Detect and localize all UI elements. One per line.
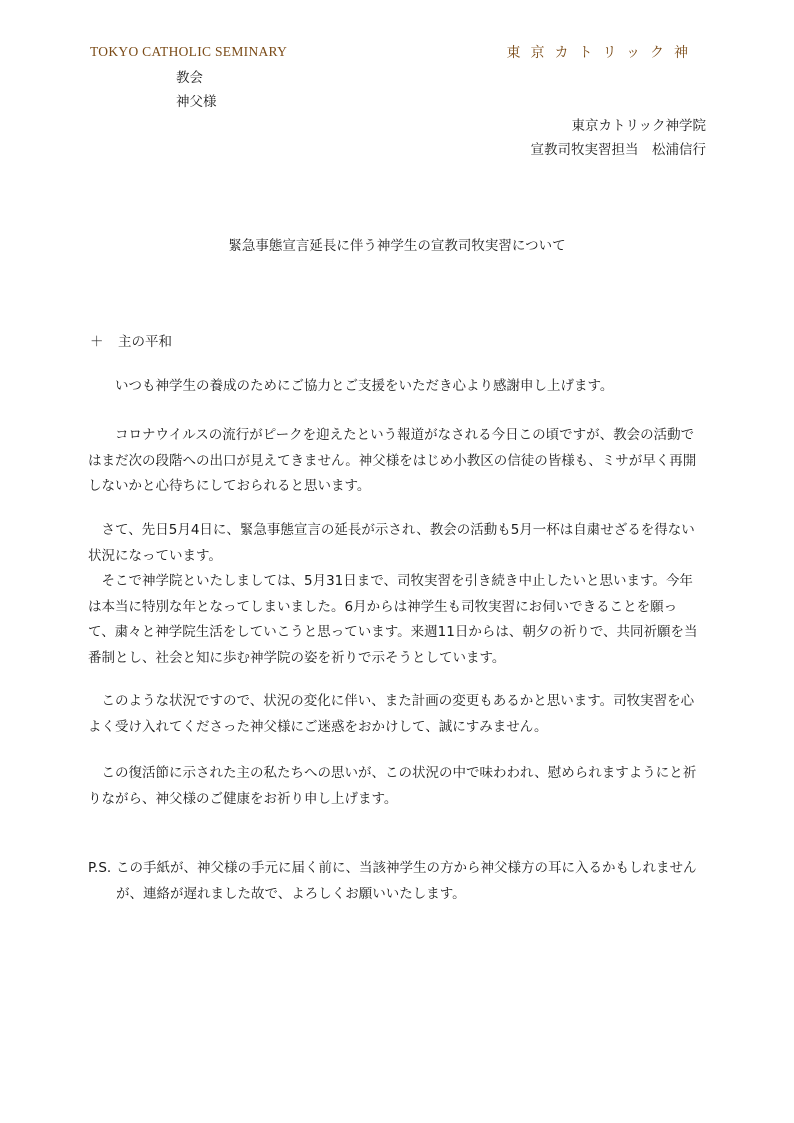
addressee-priest: 神父様 <box>176 94 217 110</box>
ps-label: P.S. <box>88 860 112 876</box>
subject-line: 緊急事態宣言延長に伴う神学生の宣教司牧実習について <box>228 238 566 254</box>
cross-icon: ＋ <box>90 334 104 350</box>
greeting <box>90 330 172 350</box>
postscript <box>88 856 708 907</box>
paragraph-suspension: そこで神学院といたしましては、5月31日まで、司牧実習を引き続き中止したいと思います。今年は本当に特別な年となってしまいました。6月からは神学生も司牧実習にお伺いできることを願って、粛々と神学院生活をしていこうと思っています。来週11日からは、朝夕の祈りで、共同祈願を当番制とし、社会と知に歩む神学院の姿を祈りで示そうとしています。 <box>88 573 698 666</box>
paragraph-thanks: いつも神学生の養成のためにご協力とご支援をいただき心より感謝申し上げます。 <box>88 378 614 394</box>
letterhead-left: TOKYO CATHOLIC SEMINARY <box>90 44 288 59</box>
paragraph-corona: コロナウイルスの流行がピークを迎えたという報道がなされる今日この頃ですが、教会の活動ではまだ次の段階への出口が見えてきません。神父様をはじめ小教区の信徒の皆様も、ミサが早く再開しないかと心待ちにしておられると思います。 <box>88 427 697 494</box>
addressee-church: 教会 <box>176 70 203 86</box>
letterhead-right: 東京カトリック神 <box>506 45 698 61</box>
ps-text: この手紙が、神父様の手元に届く前に、当該神学生の方から神父様方の耳に入るかもしれませんが、連絡が遅れました故で、よろしくお願いいたします。 <box>116 860 697 902</box>
paragraph-apology: このような状況ですので、状況の変化に伴い、また計画の変更もあるかと思います。司牧実習を心よく受け入れてくださった神父様にご迷惑をおかけして、誠にすみません。 <box>88 693 695 735</box>
sender-person: 宣教司牧実習担当 松浦信行 <box>530 142 706 158</box>
greeting-text: 主の平和 <box>118 334 172 350</box>
sender-org: 東京カトリック神学院 <box>571 118 706 134</box>
paragraph-emergency: さて、先日5月4日に、緊急事態宣言の延長が示され、教会の活動も5月一杯は自粛せざるを得ない状況になっています。 <box>88 522 695 564</box>
paragraph-prayer: この復活節に示された主の私たちへの思いが、この状況の中で味わわれ、慰められますようにと祈りながら、神父様のご健康をお祈り申し上げます。 <box>88 765 697 807</box>
